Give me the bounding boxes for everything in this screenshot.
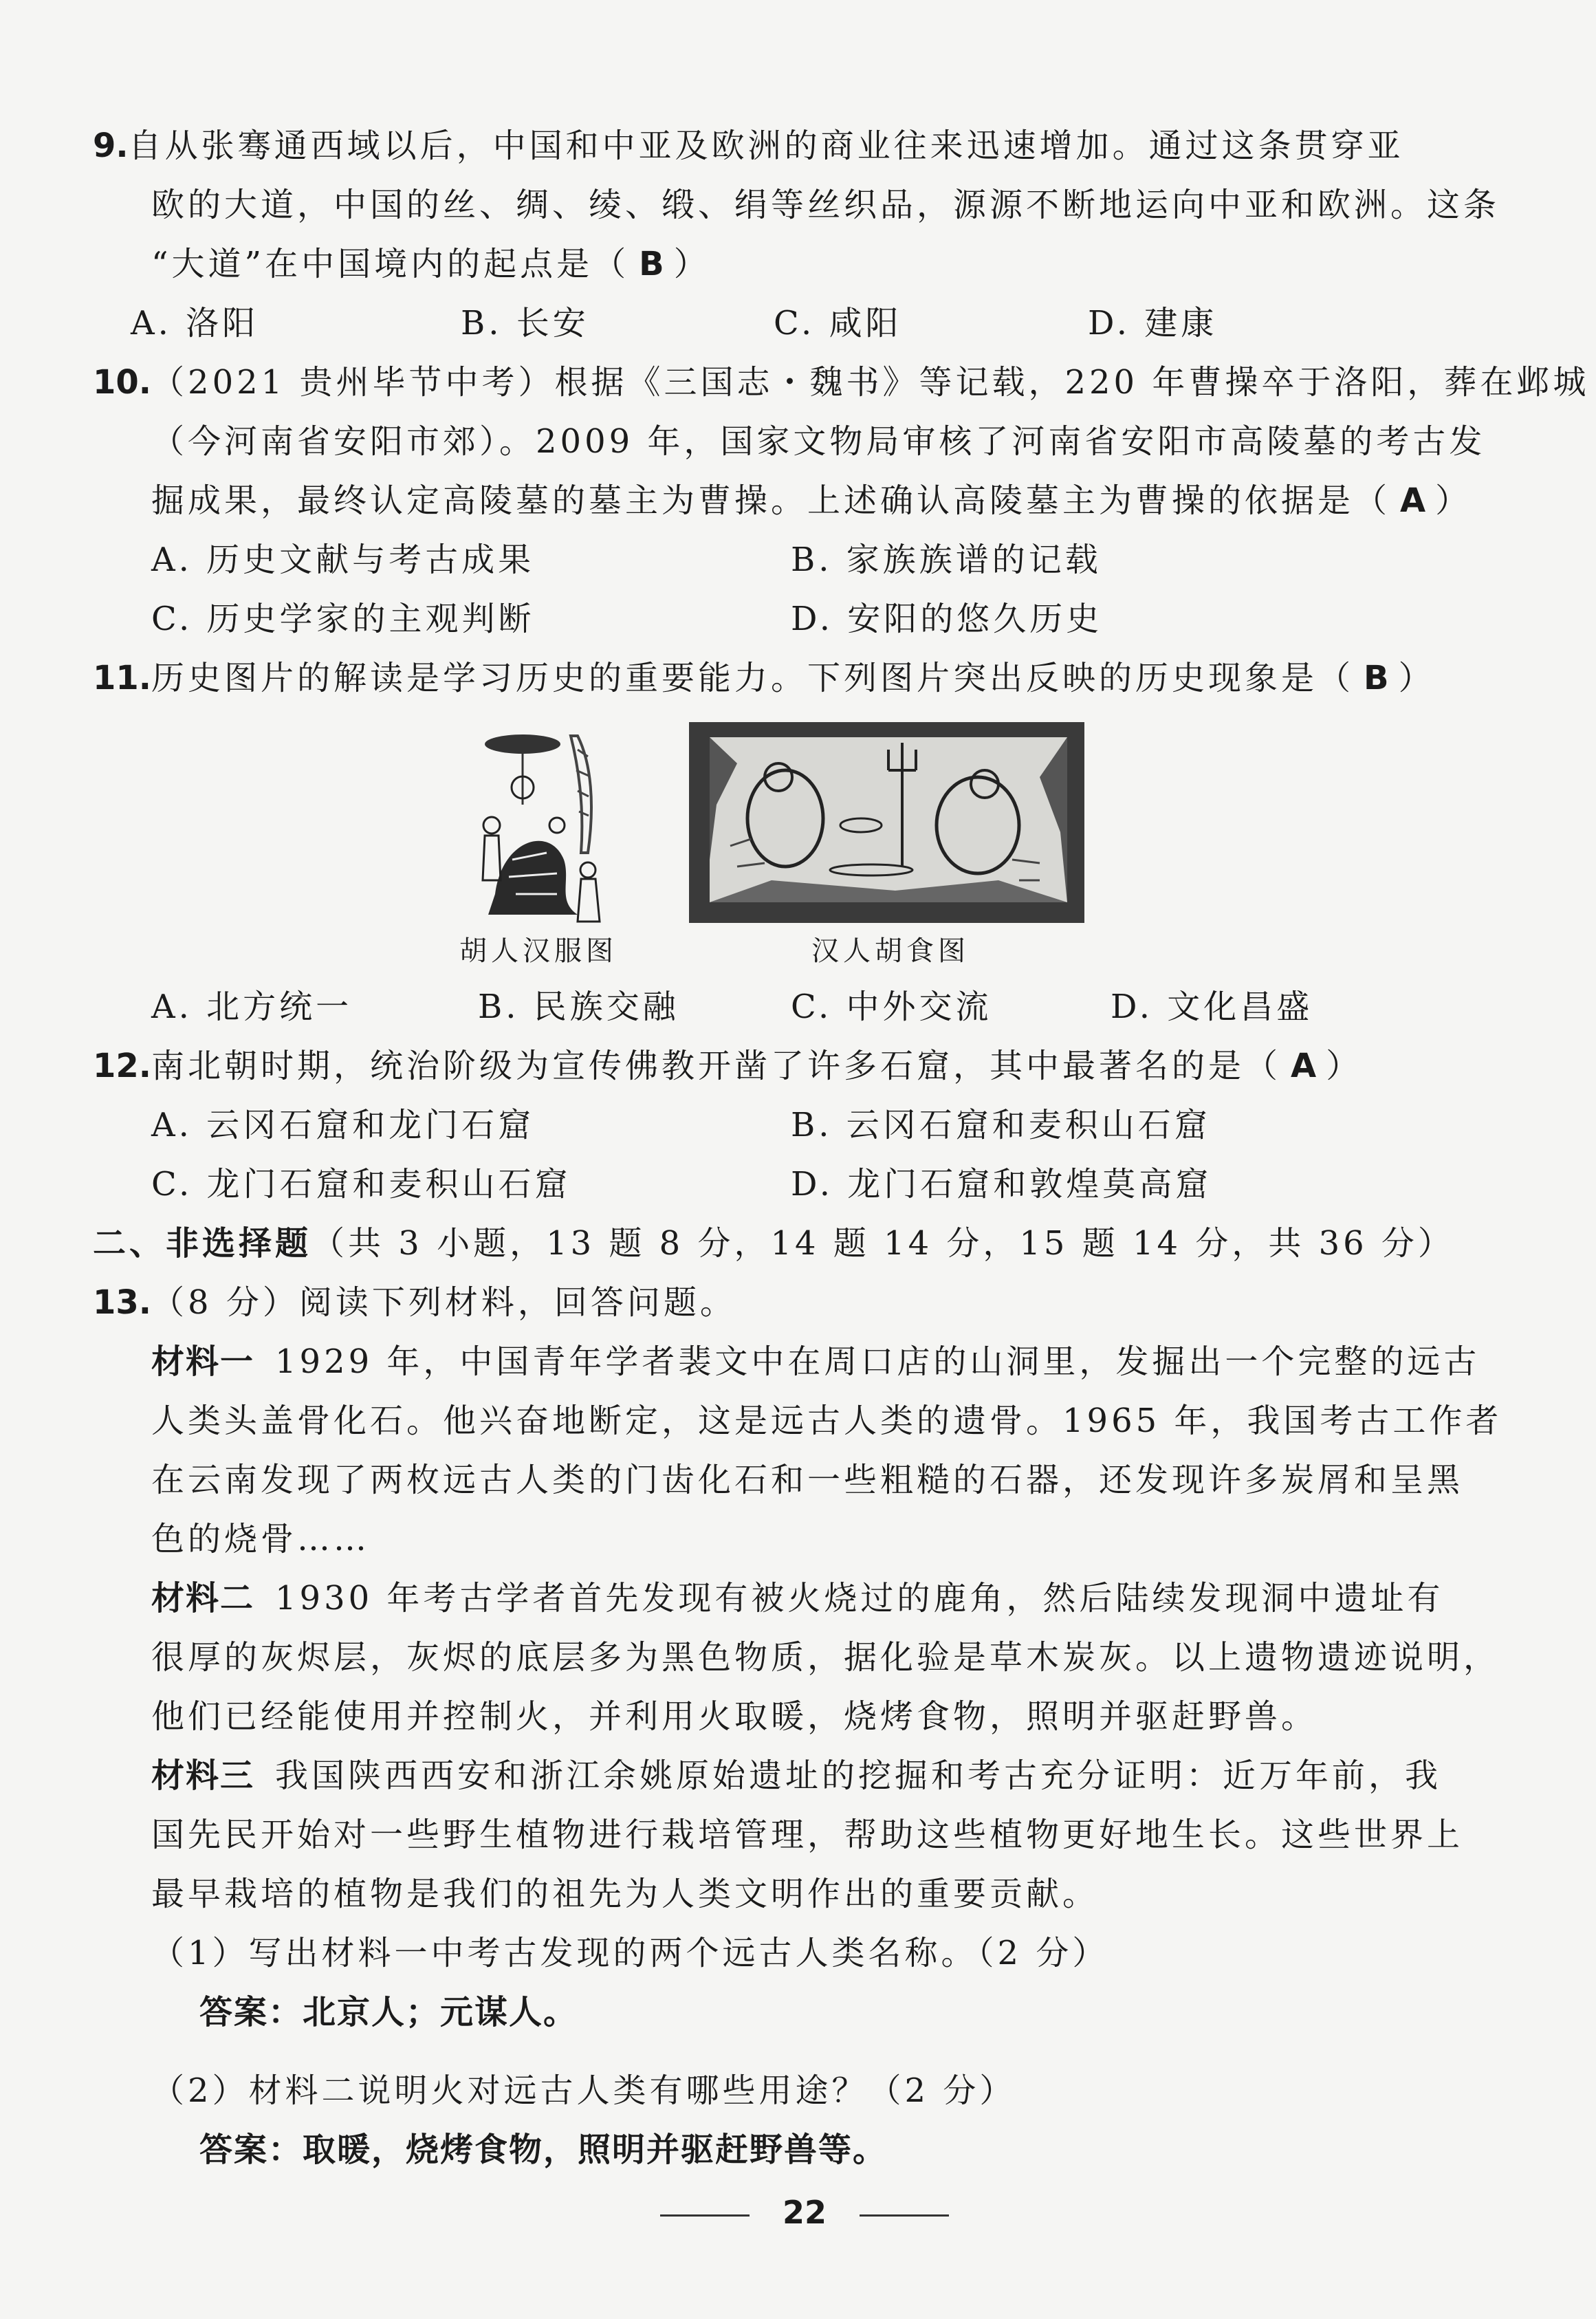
material-3-label: 材料三 xyxy=(151,1756,255,1795)
q9-close-paren: ） xyxy=(673,245,710,283)
section-2-note: （共 3 小题，13 题 8 分，14 题 14 分，15 题 14 分，共 36 分） xyxy=(311,1224,1454,1263)
q12-option-a: A. 云冈石窟和龙门石窟 xyxy=(151,1106,535,1144)
q10-number: 10. xyxy=(93,363,152,402)
q12-option-d: D. 龙门石窟和敦煌莫高窟 xyxy=(791,1165,1212,1204)
q12-close-paren: ） xyxy=(1326,1047,1363,1085)
page-number: 22 xyxy=(782,2194,827,2231)
q9-answer: B xyxy=(639,245,664,283)
q9-option-c: C. 咸阳 xyxy=(774,304,902,342)
q10-option-b: B. 家族族谱的记载 xyxy=(791,541,1102,579)
hu-in-han-clothes-figure xyxy=(474,722,612,928)
q12-text1: 南北朝时期，统治阶级为宣传佛教开凿了许多石窟，其中最著名的是（ xyxy=(151,1047,1282,1085)
q13-line1 xyxy=(93,1282,1396,1323)
material-2-line3: 他们已经能使用并控制火，并利用火取暖，烧烤食物，照明并驱赶野兽。 xyxy=(151,1697,1318,1736)
q12-answer: A xyxy=(1291,1047,1317,1085)
q9-line2: 欧的大道，中国的丝、绸、绫、缎、绢等丝织品，源源不断地运向中亚和欧洲。这条 xyxy=(151,186,1500,224)
q10-line2: （今河南省安阳市郊）。2009 年，国家文物局审核了河南省安阳市高陵墓的考古发 xyxy=(151,422,1486,461)
material-1-line4: 色的烧骨…… xyxy=(151,1520,371,1558)
q11-number: 11. xyxy=(93,659,152,697)
q13-number: 13. xyxy=(93,1283,152,1322)
q11-option-b: B. 民族交融 xyxy=(478,988,679,1026)
material-2-line2: 很厚的灰烬层，灰烬的底层多为黑色物质，据化验是草木炭灰。以上遗物遗迹说明， xyxy=(151,1638,1500,1677)
q9-option-a: A. 洛阳 xyxy=(131,304,259,342)
q10-line3 xyxy=(151,480,1472,521)
q13-sub2: （2）材料二说明火对远古人类有哪些用途？（2 分） xyxy=(151,2071,1016,2110)
material-1-label: 材料一 xyxy=(151,1342,255,1381)
material-3-line2: 国先民开始对一些野生植物进行栽培管理，帮助这些植物更好地生长。这些世界上 xyxy=(151,1816,1464,1854)
material-2-label: 材料二 xyxy=(151,1579,255,1618)
material-2-line1 xyxy=(151,1578,1454,1619)
q10-text1: （2021 贵州毕节中考）根据《三国志・魏书》等记载，220 年曹操卒于洛阳，葬在邺城 xyxy=(151,363,1590,402)
footer-rule-right xyxy=(860,2214,949,2217)
material-2-text1: 1930 年考古学者首先发现有被火烧过的鹿角，然后陆续发现洞中遗址有 xyxy=(275,1579,1444,1618)
q12-number: 12. xyxy=(93,1047,152,1085)
q9-text1: 自从张骞通西域以后，中国和中亚及欧洲的商业往来迅速增加。通过这条贯穿亚 xyxy=(128,127,1404,165)
q10-option-c: C. 历史学家的主观判断 xyxy=(151,600,535,638)
q12-line1 xyxy=(93,1045,1396,1087)
q13-intro: （8 分）阅读下列材料，回答问题。 xyxy=(151,1283,736,1322)
q10-option-d: D. 安阳的悠久历史 xyxy=(791,600,1103,638)
q10-line1 xyxy=(93,362,1590,403)
q10-option-a: A. 历史文献与考古成果 xyxy=(151,541,535,579)
material-3-text1: 我国陕西西安和浙江余姚原始遗址的挖掘和考古充分证明：近万年前，我 xyxy=(275,1756,1442,1795)
caption-right: 汉人胡食图 xyxy=(811,935,970,967)
section-2-title: 二、非选择题 xyxy=(93,1224,312,1263)
q11-answer: B xyxy=(1364,659,1389,697)
q13-answer-1: 答案：北京人；元谋人。 xyxy=(199,1993,578,2032)
material-1-text1: 1929 年，中国青年学者裴文中在周口店的山洞里，发掘出一个完整的远古 xyxy=(275,1342,1480,1381)
q9-option-d: D. 建康 xyxy=(1088,304,1218,342)
section-2-heading xyxy=(93,1223,1454,1264)
material-1-line3: 在云南发现了两枚远古人类的门齿化石和一些粗糙的石器，还发现许多炭屑和呈黑 xyxy=(151,1461,1464,1499)
q13-answer-2: 答案：取暖，烧烤食物，照明并驱赶野兽等。 xyxy=(199,2131,888,2169)
q9-text3: “大道”在中国境内的起点是（ xyxy=(151,245,630,283)
q13-sub1: （1）写出材料一中考古发现的两个远古人类名称。（2 分） xyxy=(151,1934,1109,1972)
material-3-line3: 最早栽培的植物是我们的祖先为人类文明作出的重要贡献。 xyxy=(151,1875,1100,1913)
q11-option-c: C. 中外交流 xyxy=(791,988,992,1026)
q10-text3: 掘成果，最终认定高陵墓的墓主为曹操。上述确认高陵墓主为曹操的依据是（ xyxy=(151,481,1391,520)
q11-option-d: D. 文化昌盛 xyxy=(1111,988,1313,1026)
q10-close-paren: ） xyxy=(1435,481,1472,520)
q11-close-paren: ） xyxy=(1398,659,1435,697)
q11-line1 xyxy=(93,657,1435,699)
q9-number: 9. xyxy=(93,127,129,165)
q12-option-b: B. 云冈石窟和麦积山石窟 xyxy=(791,1106,1211,1144)
caption-left: 胡人汉服图 xyxy=(459,935,617,967)
q10-answer: A xyxy=(1400,481,1426,520)
material-1-line2: 人类头盖骨化石。他兴奋地断定，这是远古人类的遗骨。1965 年，我国考古工作者 xyxy=(151,1402,1502,1440)
q11-text1: 历史图片的解读是学习历史的重要能力。下列图片突出反映的历史现象是（ xyxy=(151,659,1355,697)
q9-line1 xyxy=(93,125,1404,166)
material-3-line1 xyxy=(151,1755,1454,1796)
material-1-line1 xyxy=(151,1341,1480,1382)
han-eating-hu-food-figure xyxy=(689,722,1084,923)
q12-option-c: C. 龙门石窟和麦积山石窟 xyxy=(151,1165,571,1204)
q9-option-b: B. 长安 xyxy=(461,304,589,342)
footer-rule-left xyxy=(660,2214,750,2217)
q9-line3 xyxy=(151,243,1454,285)
q11-option-a: A. 北方统一 xyxy=(151,988,353,1026)
